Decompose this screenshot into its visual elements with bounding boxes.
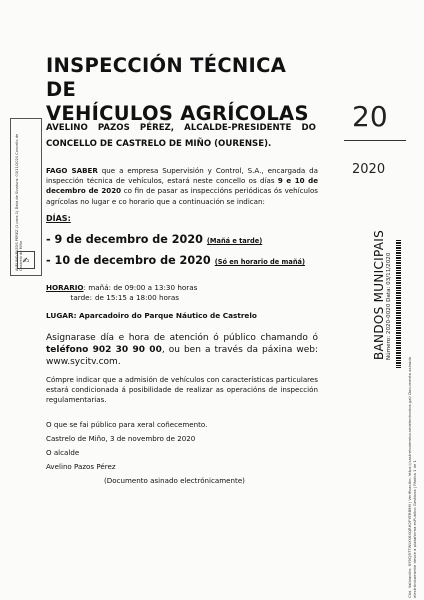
stamp-text: AVELINO PAZOS PEREZ (1 para 1) Data de Sinatura: 03/11/2020 Concello de Castrelo de Miño [15,133,24,271]
date-item [46,254,305,267]
intro-paragraph [46,166,318,207]
location-line: LUGAR: Aparcadoiro do Parque Náutico de Castrelo [46,311,257,320]
signature-seal-icon: ✍ [17,251,35,269]
register-title: BANDOS MUNICIPAIS [372,229,386,360]
bando-number: 20 [352,100,388,133]
register-meta: Número: 2020-0020 Data: 03/11/2020 [386,252,392,360]
afternoon-hours: de 15:15 a 18:00 horas [95,293,180,302]
author-line-1: AVELINO PAZOS PÉREZ, ALCALDE-PRESIDENTE DO [46,123,316,133]
title-line-2: VEHÍCULOS AGRÍCOLAS [46,102,309,125]
dias-label: DÍAS: [46,214,71,223]
schedule-label: HORARIO [46,283,84,292]
bando-year: 2020 [352,162,386,177]
role-line: O alcalde [46,448,80,457]
date-text: - 10 de decembro de 2020 [46,254,211,267]
date-text: - 9 de decembro de 2020 [46,233,203,246]
date-note: (Só en horario de mañá) [214,258,305,266]
morning-label: mañá: [88,283,112,292]
date-note: (Mañá e tarde) [206,237,263,245]
register-block [372,220,392,360]
intro-lead: FAGO SABER [46,166,98,175]
place-date-line: Castrelo de Miño, 3 de novembro de 2020 [46,434,196,443]
intro-dates: 9 e 10 de decembro de 2020 [46,176,319,196]
phone-number: teléfono 902 30 90 00 [46,345,162,355]
afternoon-label: tarde: [70,293,92,302]
title-line-1: INSPECCIÓN TÉCNICA DE [46,54,287,101]
document-title [46,54,314,126]
appointment-text-b: , ou ben a través da páxina web: www.sycitv.com. [46,345,318,367]
intro-text-a: que a empresa Supervisión y Control, S.A., encargada da inspección técnica de vehículos, estará neste concello os días [46,166,318,186]
barcode [396,240,401,368]
morning-hours: de 09:00 a 13:30 horas [113,283,198,292]
date-item [46,233,262,246]
signed-note: (Documento asinado electrónicamente) [104,476,245,485]
number-divider [344,140,406,141]
appointment-text-a: Asignarase día e hora de atención ó público chamando ó [46,333,318,343]
author-heading [46,120,316,152]
appointment-paragraph [46,332,318,368]
intro-text-b: co fin de pasar as inspeccións periódicas ós vehículos agrícolas no lugar e co horario que a continuación se indican: [46,186,318,206]
validation-side-note: Cód. Validación: 9Y9CJ97TWLYX6XQRH2FYERB9M | Verificación: https://castrelodemino.sedelectronica.gal/ Documento asinado electrónicamente desde a plataforma esPublico Gestiona | Páxina 1 de 1 [407,356,417,598]
schedule-block: HORARIO: mañá: de 09:00 a 13:30 horas tarde: de 15:15 a 18:00 horas [46,283,198,302]
signature-stamp [10,118,42,276]
author-line-2: CONCELLO DE CASTRELO DE MIÑO (OURENSE). [46,139,272,149]
notice-paragraph: Cómpre indicar que a admisión de vehículos con características particulares estará condicionada á posibilidade de realizar as operacións de inspección regulamentarias. [46,375,318,405]
signer-name: Avelino Pazos Pérez [46,462,116,471]
publish-line: O que se fai público para xeral coñecemento. [46,420,208,429]
